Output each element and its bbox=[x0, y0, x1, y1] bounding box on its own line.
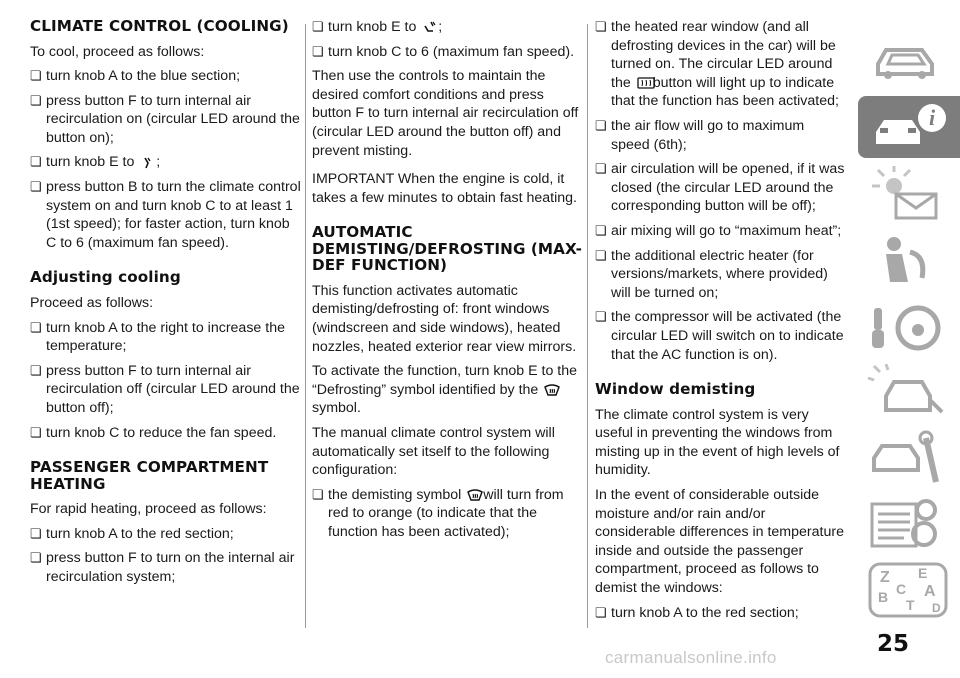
paragraph: Proceed as follows: bbox=[30, 294, 154, 311]
list-item-text: ; bbox=[438, 19, 443, 35]
list-item: ❏ press button F to turn internal air recirculation off (circular LED around the button off); bbox=[30, 362, 302, 418]
heading-climate-control: CLIMATE CONTROL (COOLING) bbox=[30, 17, 289, 35]
paragraph: The manual climate control system will automatically set itself to the following configuration: bbox=[312, 425, 555, 479]
list-item: ❏ the air flow will go to maximum speed (6th); bbox=[595, 117, 845, 154]
tab-warning-lights[interactable] bbox=[858, 162, 954, 224]
list-item-text: turn knob E to bbox=[46, 154, 135, 171]
heading-max-def: AUTOMATIC DEMISTING/DEFROSTING (MAX-DEF FUNCTION) bbox=[312, 223, 582, 275]
index-letter: D bbox=[932, 601, 941, 615]
list-item: ❏ press button F to turn on the internal air recirculation system; bbox=[30, 549, 302, 586]
list-item: ❏ turn knob A to the right to increase the temperature; bbox=[30, 319, 302, 356]
list-item-text: the heated rear window (and all defrosting devices in the car) will be turned on. The circular LED around the bbox=[611, 19, 836, 91]
paragraph: For rapid heating, proceed as follows: bbox=[30, 501, 267, 518]
index-letter: Z bbox=[880, 569, 890, 586]
column-2 bbox=[312, 18, 582, 548]
list-item: ❏ turn knob C to reduce the fan speed. bbox=[30, 424, 302, 443]
list-item: ❏ turn knob A to the blue section; bbox=[30, 67, 302, 86]
list-item: ❏ the compressor will be activated (the circular LED will switch on to indicate that the AC function is on). bbox=[595, 308, 845, 364]
list-item: ❏ press button F to turn internal air recirculation on (circular LED around the button on); bbox=[30, 92, 302, 148]
list-item-text: button will light up to indicate that the function has been activated; bbox=[611, 74, 839, 110]
column-divider bbox=[305, 24, 306, 628]
list-item-text: will turn from red to orange (to indicate that the function has been activated); bbox=[328, 486, 564, 540]
list-item: ❏ turn knob A to the red section; bbox=[595, 604, 845, 623]
tab-starting-driving[interactable] bbox=[858, 294, 954, 356]
svg-text:i: i bbox=[928, 105, 936, 130]
paragraph: The climate control system is very useful in preventing the windows from misting up in the event of high levels of humidity. bbox=[595, 406, 840, 479]
windscreen-defrost-icon bbox=[466, 488, 482, 502]
tab-car-outline[interactable] bbox=[858, 30, 954, 92]
face-vent-icon bbox=[139, 156, 155, 170]
watermark: carmanualsonline.info bbox=[605, 648, 777, 667]
index-letter: T bbox=[906, 597, 915, 613]
technical-data-icon bbox=[866, 496, 950, 552]
car-outline-icon bbox=[866, 34, 950, 90]
paragraph: This function activates automatic demisting/defrosting of: front windows (windscreen and side windows), heated nozzles, heated exterior rear view mirrors. bbox=[312, 282, 577, 355]
important-note: IMPORTANT When the engine is cold, it takes a few minutes to obtain fast heating. bbox=[312, 171, 577, 206]
paragraph bbox=[312, 362, 582, 418]
paragraph: In the event of considerable outside moisture and/or rain and/or considerable differences in temperature inside and outside the passenger compartment, proceed as follows to demist the windows: bbox=[595, 486, 844, 596]
tab-maintenance[interactable] bbox=[858, 426, 954, 488]
list-item: ❏ the additional electric heater (for versions/markets, where provided) will be turned on; bbox=[595, 247, 845, 303]
rear-window-heater-icon bbox=[636, 76, 652, 90]
list-item bbox=[312, 18, 582, 37]
heading-passenger-heating: PASSENGER COMPARTMENT HEATING bbox=[30, 458, 269, 493]
index-icon bbox=[866, 562, 950, 618]
warning-lights-icon bbox=[866, 166, 950, 222]
paragraph-text: symbol. bbox=[312, 400, 361, 417]
tab-knowing-your-car[interactable] bbox=[858, 96, 954, 158]
index-letter: E bbox=[918, 565, 928, 581]
list-item bbox=[30, 153, 302, 172]
heading-window-demisting: Window demisting bbox=[595, 380, 756, 399]
tab-emergency[interactable] bbox=[858, 360, 954, 422]
index-letter: C bbox=[896, 581, 907, 597]
page-number: 25 bbox=[877, 631, 910, 657]
steering-start-icon bbox=[866, 298, 950, 354]
list-item-text: turn knob E to bbox=[328, 19, 417, 35]
car-info-icon bbox=[866, 100, 950, 156]
list-item-text: ; bbox=[156, 154, 161, 171]
list-item: ❏ air circulation will be opened, if it was closed (the circular LED around the corresponding button will be off); bbox=[595, 160, 845, 216]
maintenance-icon bbox=[866, 430, 950, 486]
tab-safety[interactable] bbox=[858, 228, 954, 290]
floor-vent-icon bbox=[421, 20, 437, 34]
index-letter: B bbox=[878, 589, 889, 605]
list-item: ❏ air mixing will go to “maximum heat”; bbox=[595, 222, 845, 241]
list-item bbox=[312, 486, 582, 542]
index-letter: A bbox=[924, 583, 936, 600]
paragraph-text: To activate the function, turn knob E to the “Defrosting” symbol identified by the bbox=[312, 363, 577, 398]
tab-technical-data[interactable] bbox=[858, 492, 954, 554]
list-item: ❏ press button B to turn the climate control system on and turn knob C to at least 1 (1st speed); for faster action, turn knob C to 6 (maximum fan speed). bbox=[30, 178, 302, 252]
heading-adjusting-cooling: Adjusting cooling bbox=[30, 268, 181, 287]
airbag-seat-icon bbox=[866, 232, 950, 288]
list-item-text: the demisting symbol bbox=[328, 486, 462, 503]
windscreen-defrost-icon bbox=[543, 383, 559, 397]
breakdown-icon bbox=[866, 364, 950, 420]
list-item: ❏ turn knob A to the red section; bbox=[30, 525, 302, 544]
paragraph: Then use the controls to maintain the desired comfort conditions and press button F to turn internal air recirculation off (circular LED around the button off) and prevent misting. bbox=[312, 68, 579, 159]
tab-index[interactable] bbox=[858, 558, 954, 620]
list-item bbox=[595, 18, 845, 111]
chapter-tabs bbox=[858, 30, 954, 624]
paragraph: To cool, proceed as follows: bbox=[30, 43, 205, 60]
column-3 bbox=[595, 18, 845, 628]
column-divider bbox=[587, 24, 588, 628]
column-1 bbox=[30, 18, 302, 592]
list-item: ❏ turn knob C to 6 (maximum fan speed). bbox=[312, 43, 582, 62]
